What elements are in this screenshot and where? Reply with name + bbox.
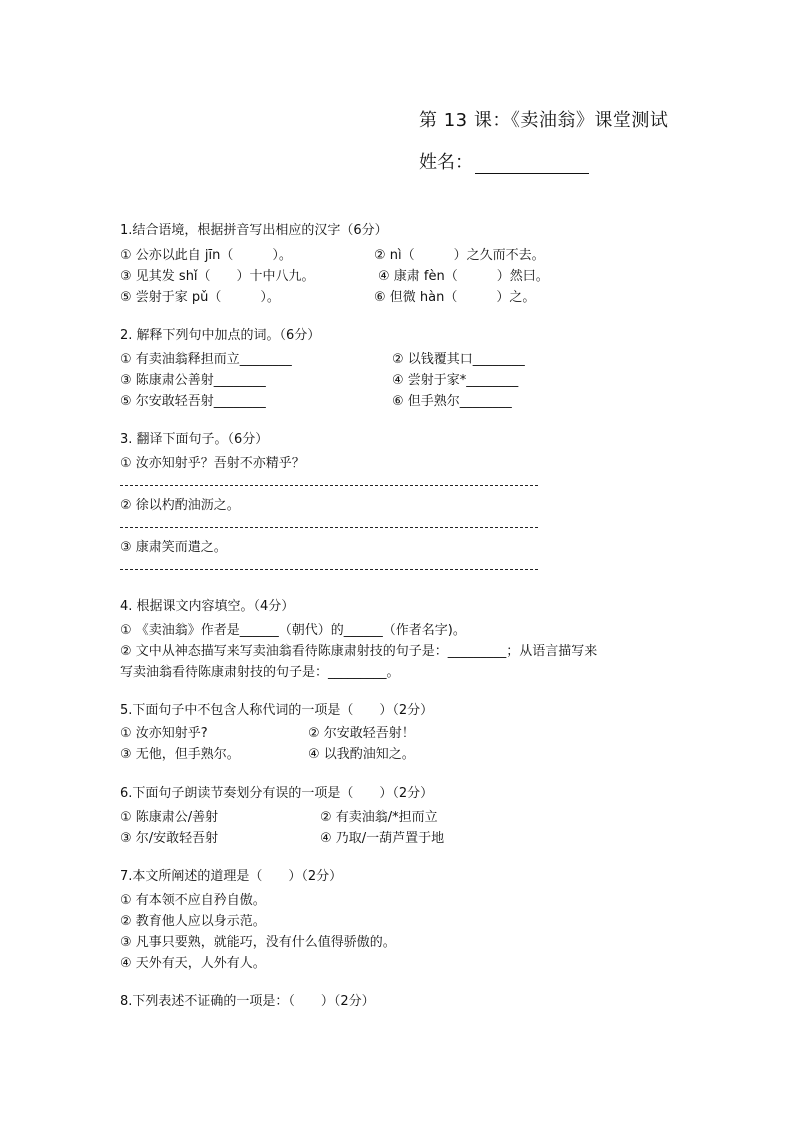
q1-item-1: ① 公亦以此自 jīn（ ）。 [120, 248, 292, 263]
name-field-row [419, 148, 589, 174]
q1-item-2: ② nì（ ）之久而不去。 [374, 248, 545, 263]
page-title: 第 13 课：《卖油翁》课堂测试 [419, 110, 669, 131]
q3-item-3: ③ 康肃笑而遣之。 [120, 540, 227, 555]
q6-option-1: ① 陈康肃公/善射 [120, 810, 219, 825]
q5-option-2: ② 尔安敢轻吾射！ [308, 726, 415, 741]
q7-option-1: ① 有本领不应自矜自傲。 [120, 893, 266, 908]
q3-answer-line-1 [120, 485, 538, 486]
q5-stem: 5.下面句子中不包含人称代词的一项是（ ）（2分） [120, 703, 434, 718]
q5-option-1: ① 汝亦知射乎? [120, 726, 208, 741]
q4-line-3: 写卖油翁看待陈康肃射技的句子是：_________。 [120, 665, 400, 680]
q3-item-1: ① 汝亦知射乎？吾射不亦精乎？ [120, 456, 305, 471]
q7-stem: 7.本文所阐述的道理是（ ）（2分） [120, 869, 343, 884]
q2-stem: 2. 解释下列句中加点的词。（6分） [120, 328, 321, 343]
q6-stem: 6.下面句子朗读节奏划分有误的一项是（ ）（2分） [120, 786, 434, 801]
q1-item-3: ③ 见其发 shǐ（ ）十中八九。 [120, 269, 315, 284]
q4-line-1: ① 《卖油翁》作者是______（朝代）的______（作者名字)。 [120, 623, 466, 638]
q2-item-4: ④ 尝射于家*________ [392, 373, 519, 388]
q6-option-4: ④ 乃取/一葫芦置于地 [320, 831, 445, 846]
q2-item-2: ② 以钱覆其口________ [392, 352, 525, 367]
q2-item-6: ⑥ 但手熟尔________ [392, 394, 512, 409]
q3-stem: 3. 翻译下面句子。（6分） [120, 432, 269, 447]
q3-item-2: ② 徐以杓酌油沥之。 [120, 498, 240, 513]
q1-item-4: ④ 康肃 fèn（ ）然曰。 [378, 269, 549, 284]
q8-stem: 8.下列表述不证确的一项是：（ ）（2分） [120, 994, 375, 1009]
q5-option-4: ④ 以我酌油知之。 [308, 747, 415, 762]
q2-item-1: ① 有卖油翁释担而立________ [120, 352, 292, 367]
q3-answer-line-2 [120, 527, 538, 528]
q3-answer-line-3 [120, 569, 538, 570]
q7-option-3: ③ 凡事只要熟，就能巧，没有什么值得骄傲的。 [120, 935, 396, 950]
q5-option-3: ③ 无他，但手熟尔。 [120, 747, 240, 762]
q4-line-2: ② 文中从神态描写来写卖油翁看待陈康肃射技的句子是：_________；从语言描写来 [120, 644, 598, 659]
q1-item-5: ⑤ 尝射于家 pǔ（ ）。 [120, 290, 280, 305]
name-label: 姓名： [419, 152, 473, 173]
q2-item-3: ③ 陈康肃公善射________ [120, 373, 266, 388]
q7-option-4: ④ 天外有天，人外有人。 [120, 956, 266, 971]
q2-item-5: ⑤ 尔安敢轻吾射________ [120, 394, 266, 409]
q1-item-6: ⑥ 但微 hàn（ ）之。 [374, 290, 536, 305]
q1-stem: 1.结合语境，根据拼音写出相应的汉字（6分） [120, 223, 388, 238]
q7-option-2: ② 教育他人应以身示范。 [120, 914, 266, 929]
q6-option-3: ③ 尔/安敢轻吾射 [120, 831, 219, 846]
q6-option-2: ② 有卖油翁/*担而立 [320, 810, 438, 825]
name-blank-line [475, 153, 589, 174]
q4-stem: 4. 根据课文内容填空。（4分） [120, 599, 295, 614]
